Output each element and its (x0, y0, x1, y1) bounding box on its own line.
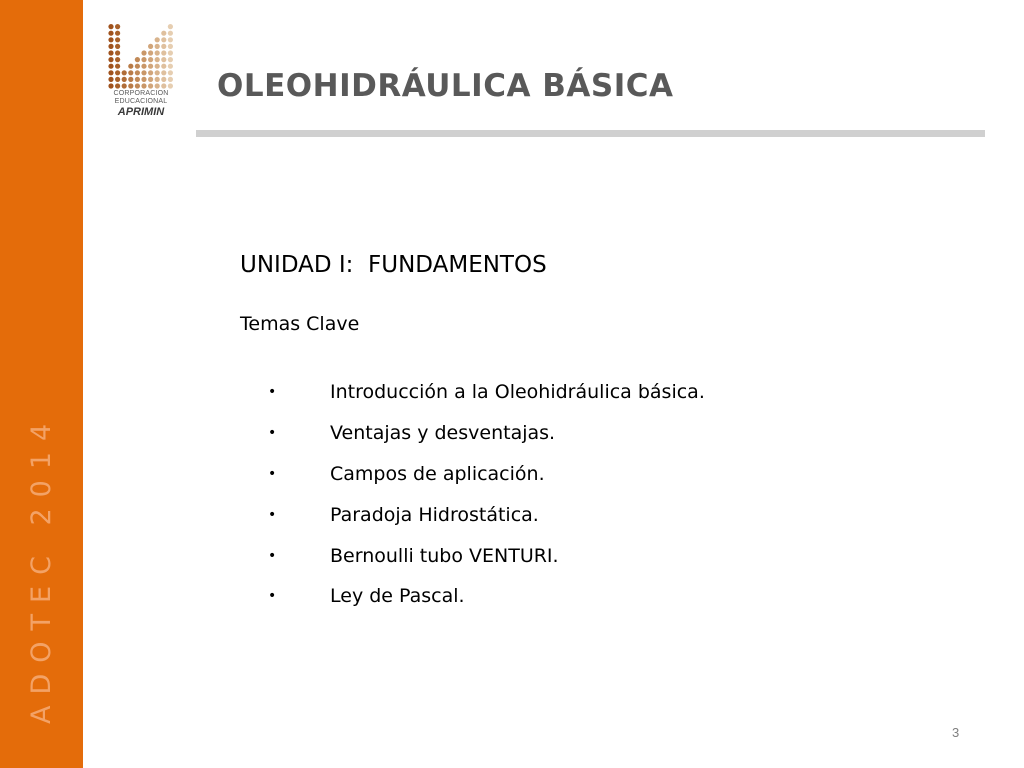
logo-dot (155, 70, 160, 75)
logo-dot (148, 83, 153, 88)
logo-dot (115, 31, 120, 36)
logo-dot (161, 44, 166, 49)
logo-dot (108, 44, 113, 49)
logo-dot (161, 83, 166, 88)
logo-dot (115, 57, 120, 62)
logo-dot (161, 31, 166, 36)
logo-dot (128, 83, 133, 88)
logo-dot (108, 64, 113, 69)
section-subtitle: Temas Clave (240, 313, 360, 335)
logo-dot (168, 57, 173, 62)
sidebar-band (0, 0, 83, 768)
topic-label: Bernoulli tubo VENTURI. (330, 544, 559, 567)
list-item (268, 576, 705, 617)
logo-dot (161, 50, 166, 55)
logo-dot (155, 77, 160, 82)
logo-dot (168, 83, 173, 88)
logo-dot (148, 57, 153, 62)
logo-dot (108, 37, 113, 42)
logo-dot (168, 37, 173, 42)
logo-dot (148, 50, 153, 55)
logo-dot (115, 77, 120, 82)
logo-dot (135, 83, 140, 88)
logo-dot (168, 31, 173, 36)
logo-dot (141, 70, 146, 75)
logo-dot (141, 50, 146, 55)
bullet-icon: • (268, 425, 277, 442)
logo-line2: EDUCACIONAL (114, 98, 168, 105)
logo-dot (115, 24, 120, 29)
bullet-icon: • (268, 506, 277, 523)
logo (107, 22, 175, 118)
logo-dot (155, 64, 160, 69)
logo-dot (148, 77, 153, 82)
logo-dot (135, 64, 140, 69)
topic-list (268, 372, 705, 617)
logo-dot (168, 64, 173, 69)
logo-dot (108, 50, 113, 55)
logo-dot (155, 83, 160, 88)
list-item (268, 372, 705, 413)
logo-dot (161, 37, 166, 42)
list-item (268, 494, 705, 535)
logo-line1: CORPORACION (113, 90, 169, 97)
logo-dot (155, 44, 160, 49)
logo-dot (108, 70, 113, 75)
logo-dot (122, 83, 127, 88)
logo-dot (148, 44, 153, 49)
bullet-icon: • (268, 547, 277, 564)
logo-dot (168, 44, 173, 49)
list-item (268, 454, 705, 495)
logo-dot (135, 57, 140, 62)
topic-label: Campos de aplicación. (330, 462, 545, 485)
logo-dot (115, 37, 120, 42)
logo-dot (155, 50, 160, 55)
list-item (268, 535, 705, 576)
logo-dot (128, 64, 133, 69)
logo-dot (135, 77, 140, 82)
topic-label: Paradoja Hidrostática. (330, 503, 539, 526)
title-divider (196, 130, 985, 137)
logo-dot (115, 50, 120, 55)
bullet-icon: • (268, 588, 277, 605)
logo-dot (148, 70, 153, 75)
topic-label: Ventajas y desventajas. (330, 422, 556, 445)
logo-dot (168, 77, 173, 82)
logo-dot (161, 64, 166, 69)
topic-label: Ley de Pascal. (330, 585, 465, 608)
logo-dot (108, 31, 113, 36)
logo-dot (115, 70, 120, 75)
logo-dot (115, 44, 120, 49)
logo-dot (141, 77, 146, 82)
topic-label: Introducción a la Oleohidráulica básica. (330, 381, 705, 404)
logo-dot (128, 77, 133, 82)
logo-dot (141, 64, 146, 69)
logo-dot (115, 64, 120, 69)
logo-dot (141, 83, 146, 88)
logo-dot (168, 24, 173, 29)
logo-dot (161, 57, 166, 62)
logo-dot (161, 70, 166, 75)
logo-dot (108, 83, 113, 88)
logo-mark-icon (107, 22, 175, 90)
sidebar-vertical-text: ADOTEC 2014 (26, 412, 57, 724)
logo-brand: APRIMIN (117, 106, 165, 118)
page-number: 3 (952, 725, 960, 740)
page-title: OLEOHIDRÁULICA BÁSICA (217, 68, 674, 104)
unit-title: UNIDAD I: FUNDAMENTOS (240, 252, 547, 278)
bullet-icon: • (268, 384, 277, 401)
bullet-icon: • (268, 465, 277, 482)
logo-dot (168, 50, 173, 55)
logo-dot (115, 83, 120, 88)
logo-dot (155, 37, 160, 42)
logo-dot (108, 24, 113, 29)
logo-dot (122, 77, 127, 82)
logo-dot (168, 70, 173, 75)
logo-dot (155, 57, 160, 62)
logo-dot (108, 57, 113, 62)
logo-dot (148, 64, 153, 69)
logo-dot (161, 77, 166, 82)
logo-dot (135, 70, 140, 75)
list-item (268, 413, 705, 454)
logo-dot (141, 57, 146, 62)
logo-dot (122, 70, 127, 75)
logo-dot (108, 77, 113, 82)
logo-dot (128, 70, 133, 75)
